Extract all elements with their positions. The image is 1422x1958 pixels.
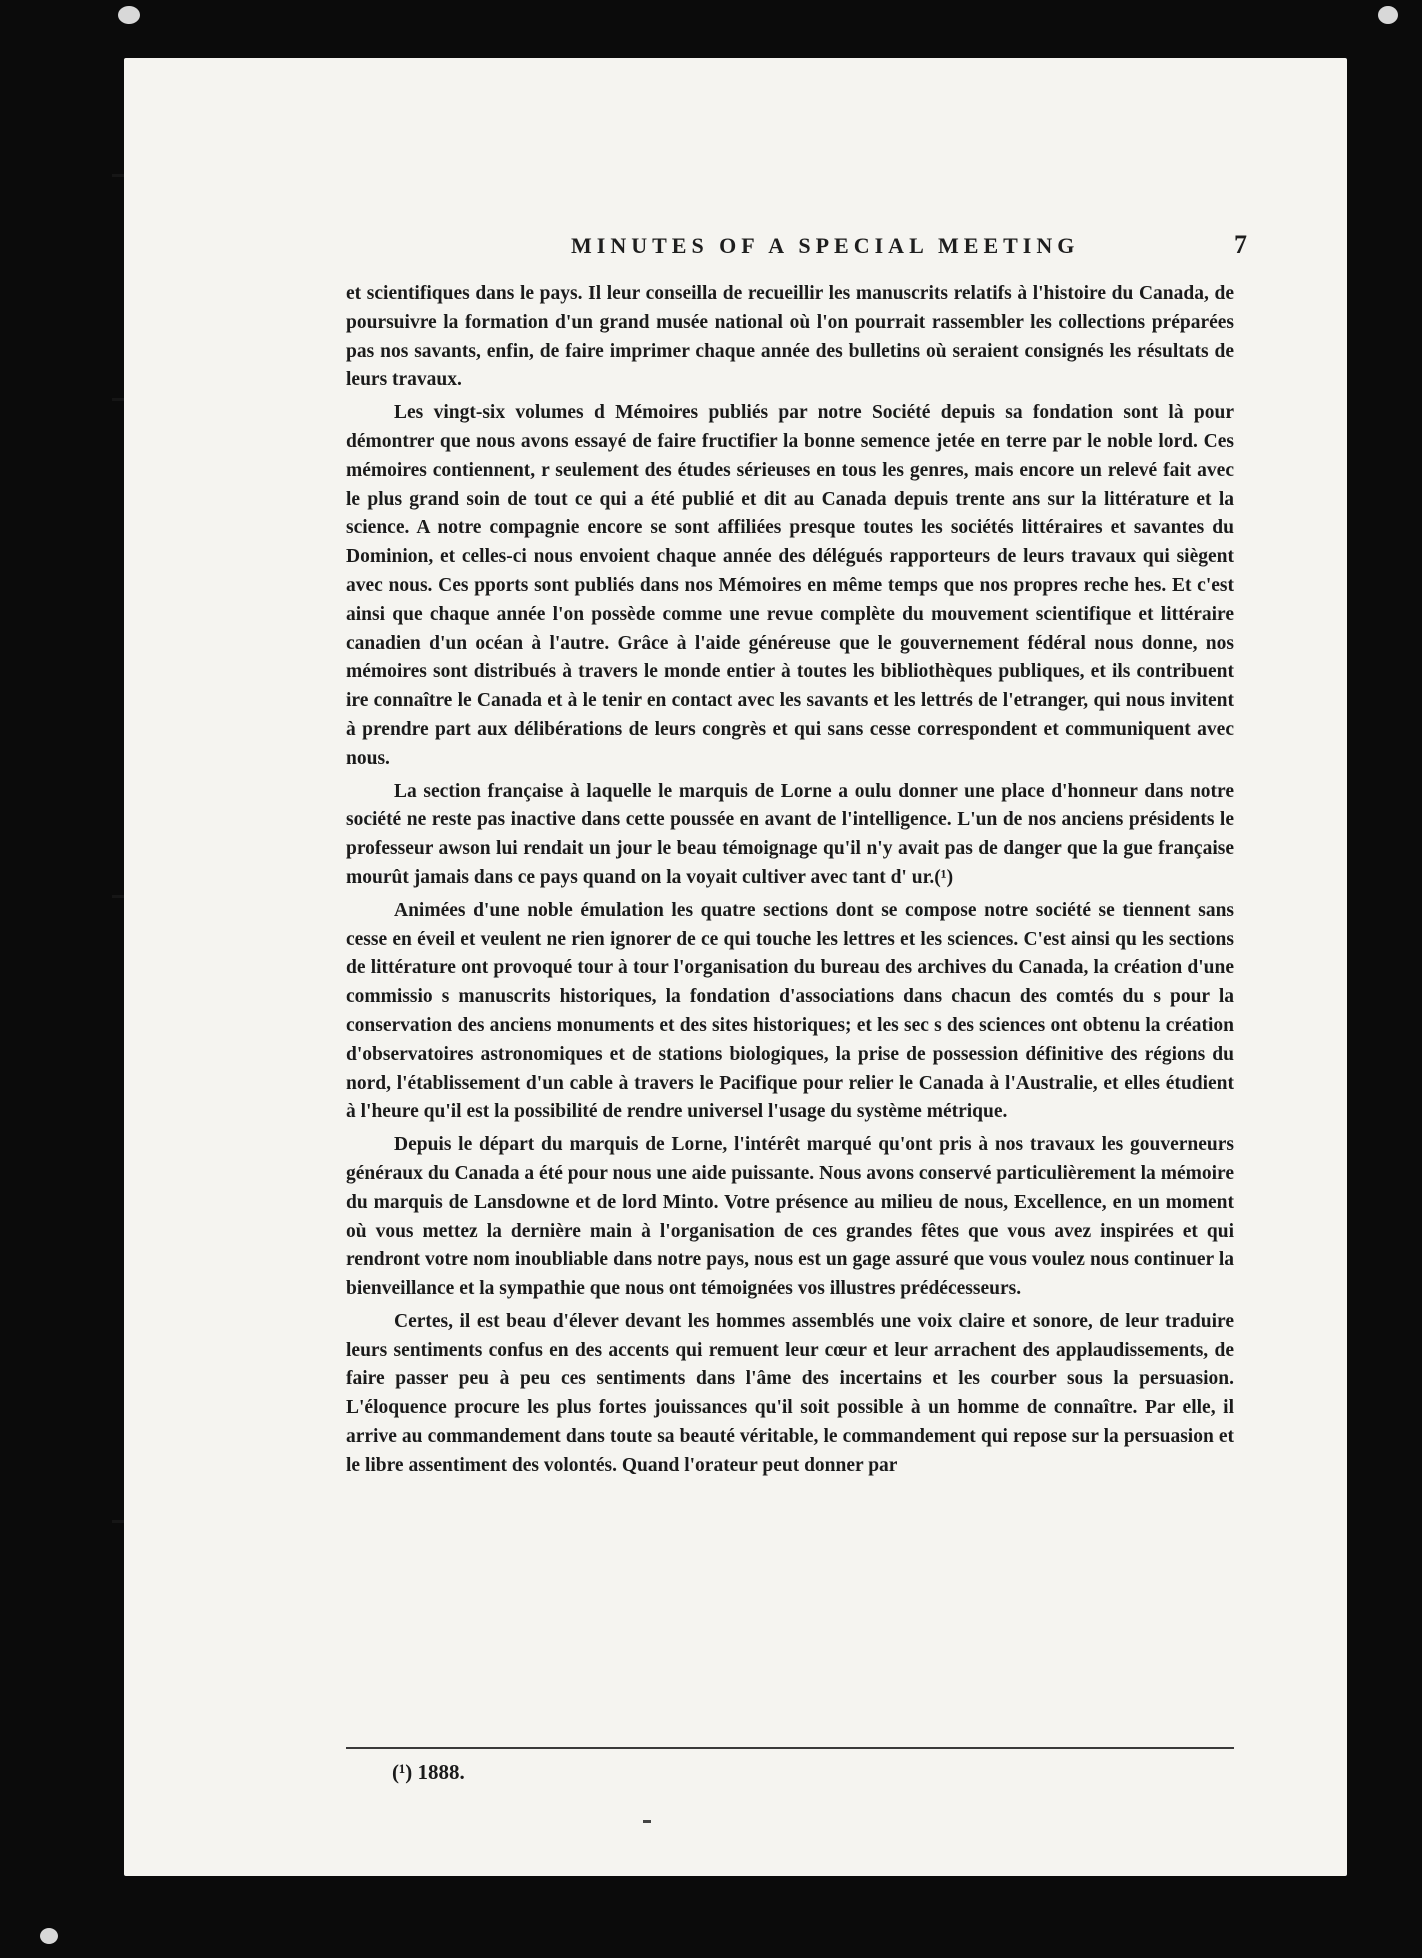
paragraph: La section française à laquelle le marquis de Lorne a oulu donner une place d'honneur dans notre société ne reste pas inactive dans cette poussée en avant de l'intelligence. L'un de nos anciens présidents le professeur awson lui rendait un jour le beau témoignage qu'il n'y avait pas de danger que la gue française mourût jamais dans ce pays quand on la voyait cultiver avec tant d' ur.(¹) [346, 780, 1234, 888]
paragraph: Les vingt-six volumes d Mémoires publiés par notre Société depuis sa fondation sont là pour démontrer que nous avons essayé de faire fructifier la bonne semence jetée en terre par le noble lord. Ces mémoires contiennent, r seulement des études sérieuses en tous les genres, mais encore un relevé fait avec le plus grand soin de tout ce qui a été publié et dit au Canada depuis trente ans sur la littérature et la science. A notre compagnie encore se sont affiliées presque toutes les sociétés littéraires et savantes du Dominion, et celles-ci nous envoient chaque année des délégués rapporteurs de leurs travaux qui siègent avec nous. Ces pports sont publiés dans nos Mémoires en même temps que nos propres reche hes. Et c'est ainsi que chaque année l'on possède comme une revue complète du mouvement scientifique et littéraire canadien d'un océan à l'autre. Grâce à l'aide généreuse que le gouvernement fédéral nous donne, nos mémoires sont distribués à travers le monde entier à toutes les bibliothèques publiques, et ils contribuent ire connaître le Canada et à le tenir en contact avec les savants et les lettrés de l'etranger, qui nous invitent à prendre part aux délibérations de leurs congrès et qui sans cesse correspondent et communiquent avec nous. [346, 402, 1234, 769]
paragraph: Animées d'une noble émulation les quatre sections dont se compose notre société se tiennent sans cesse en éveil et veulent ne rien ignorer de ce qui touche les lettres et les sciences. C'est ainsi qu les sections de littérature ont provoqué tour à tour l'organisation du bureau des archives du Canada, la création d'une commissio s manuscrits historiques, la fondation d'associations dans chacun des comtés du s pour la conservation des anciens monuments et des sites historiques; et les sec s des sciences ont obtenu la création d'observatoires astronomiques et de stations biologiques, la prise de possession définitive des régions du nord, l'établissement d'un cable à travers le Pacifique pour relier le Canada à l'Australie, et elles étudient à l'heure qu'il est la possibilité de rendre universel l'usage du système métrique. [346, 899, 1234, 1123]
scan-artifact-spot [118, 6, 140, 24]
footnote-divider [346, 1747, 1234, 1749]
footnote [392, 1760, 465, 1785]
page-mark [643, 1820, 651, 1823]
footnote-text: 1888. [417, 1760, 465, 1784]
scan-artifact-spot [1378, 6, 1398, 24]
running-title: MINUTES OF A SPECIAL MEETING [571, 233, 1080, 258]
page-header [447, 230, 1247, 267]
body-text [346, 280, 1234, 1485]
scan-artifact-spot [40, 1928, 58, 1944]
paragraph: Depuis le départ du marquis de Lorne, l'intérêt marqué qu'ont pris à nos travaux les gouverneurs généraux du Canada a été pour nous une aide puissante. Nous avons conservé particulièrement la mémoire du marquis de Lansdowne et de lord Minto. Votre présence au milieu de nous, Excellence, en un moment où vous mettez la dernière main à l'organisation de ces grandes fêtes que vous avez inspirées et qui rendront votre nom inoubliable dans notre pays, nous est un gage assuré que vous voulez nous continuer la bienveillance et la sympathie que nous ont témoignées vos illustres prédécesseurs. [346, 1134, 1234, 1300]
paragraph: et scientifiques dans le pays. Il leur conseilla de recueillir les manuscrits relatifs à l'histoire du Canada, de poursuivre la formation d'un grand musée national où l'on pourrait rassembler les collections préparées pas nos savants, enfin, de faire imprimer chaque année des bulletins où seraient consignés les résultats de leurs travaux. [346, 283, 1234, 391]
paragraph: Certes, il est beau d'élever devant les hommes assemblés une voix claire et sonore, de leur traduire leurs sentiments confus en des accents qui remuent leur cœur et leur arrachent des applaudissements, de faire passer peu à peu ces sentiments dans l'âme des incertains et les courber sous la persuasion. L'éloquence procure les plus fortes jouissances qu'il soit possible à un homme de connaître. Par elle, il arrive au commandement dans toute sa beauté véritable, le commandement qui repose sur la persuasion et le libre assentiment des volontés. Quand l'orateur peut donner par [346, 1310, 1234, 1476]
footnote-marker: (¹) [392, 1760, 413, 1784]
page-number: 7 [1234, 230, 1247, 259]
